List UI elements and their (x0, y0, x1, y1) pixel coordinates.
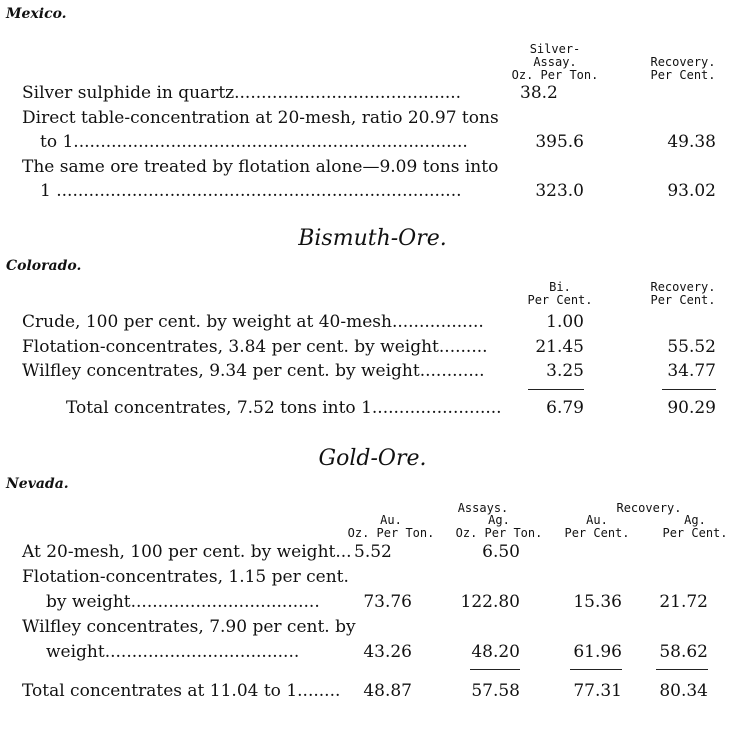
leader-dots: ................................... (130, 592, 320, 612)
gold-au-assay-header (336, 514, 446, 540)
row-label: Silver sulphide in quartz (22, 83, 235, 103)
gold-au-recovery-header (550, 514, 644, 540)
gold-ag-assay-header (446, 514, 552, 540)
bismuth-total-row (66, 398, 502, 418)
gold-total-au: 48.87 (363, 681, 412, 701)
gold-row-3-ag-recovery: 58.62 (659, 642, 708, 662)
silver-recovery-header (628, 56, 738, 82)
gold-row-3-line-1: Wilfley concentrates, 7.90 per cent. by (22, 617, 356, 637)
leader-dots: ........................................................................... (50, 181, 462, 201)
gold-ag-recovery-header (648, 514, 742, 540)
header-line: Oz. Per Ton. (347, 526, 435, 540)
silver-region-label: Mexico. (6, 6, 67, 22)
bismuth-bi-header (510, 281, 610, 307)
gold-total-ag-recovery: 80.34 (659, 681, 708, 701)
silver-row-2-line-1: Direct table-concentration at 20-mesh, ratio 20.97 tons (22, 108, 499, 128)
gold-ag-total-rule (470, 669, 520, 670)
leader-dots: ................. (391, 312, 484, 332)
row-label: Wilfley concentrates, 9.34 per cent. by weight (22, 361, 420, 381)
silver-row-2-line-2 (40, 132, 468, 152)
bismuth-row-3 (22, 361, 485, 381)
gold-row-1-ag: 6.50 (482, 542, 520, 562)
gold-row-2-line-2 (46, 592, 320, 612)
leader-dots: ........................ (371, 398, 502, 418)
bismuth-region-label: Colorado. (6, 258, 82, 274)
leader-dots: ......................................................................... (73, 132, 468, 152)
bismuth-total-recovery: 90.29 (667, 398, 716, 418)
header-line: Bi. (549, 280, 571, 294)
gold-row-2-au-recovery: 15.36 (573, 592, 622, 612)
row-label: weight (46, 642, 105, 662)
gold-row-2-line-1: Flotation-concentrates, 1.15 per cent. (22, 567, 349, 587)
header-line: Au. (586, 513, 608, 527)
gold-title: Gold-Ore. (318, 446, 427, 471)
row-label: 1 (40, 181, 51, 201)
row-label: Crude, 100 per cent. by weight at 40-mesh (22, 312, 392, 332)
leader-dots: ......... (438, 337, 488, 357)
silver-row-2-assay: 395.6 (535, 132, 584, 152)
gold-row-3-line-2 (46, 642, 299, 662)
header-line: Recovery. (650, 280, 716, 294)
bismuth-row-3-bi: 3.25 (546, 361, 584, 381)
bismuth-row-2-recovery: 55.52 (667, 337, 716, 357)
silver-row-3-line-2 (40, 181, 462, 201)
leader-dots: ............ (419, 361, 485, 381)
leader-dots: .................................... (104, 642, 300, 662)
gold-ag-recovery-total-rule (656, 669, 708, 670)
row-label: Total concentrates, 7.52 tons into 1 (66, 398, 372, 418)
header-line: Au. (380, 513, 402, 527)
gold-au-recovery-total-rule (570, 669, 622, 670)
gold-row-3-au-recovery: 61.96 (573, 642, 622, 662)
gold-row-2-ag: 122.80 (460, 592, 520, 612)
gold-row-2-au: 73.76 (363, 592, 412, 612)
silver-row-3-line-1: The same ore treated by flotation alone—9.09 tons into (22, 157, 499, 177)
row-label: to 1 (40, 132, 74, 152)
bismuth-row-2 (22, 337, 488, 357)
gold-row-3-au: 43.26 (363, 642, 412, 662)
gold-total-au-recovery: 77.31 (573, 681, 622, 701)
bismuth-row-2-bi: 21.45 (535, 337, 584, 357)
bismuth-recovery-total-rule (662, 389, 716, 390)
gold-total-row (22, 681, 340, 701)
header-line: Per Cent. (527, 293, 593, 307)
header-line: Per Cent. (650, 293, 716, 307)
gold-row-2-ag-recovery: 21.72 (659, 592, 708, 612)
silver-row-3-assay: 323.0 (535, 181, 584, 201)
header-line: Ag. (684, 513, 706, 527)
leader-dots: ........ (297, 681, 341, 701)
silver-assay-header (500, 43, 610, 82)
leader-dots: .......................................... (234, 83, 462, 103)
header-line: Assay. (533, 55, 577, 69)
row-label: by weight (46, 592, 131, 612)
silver-row-3-recovery: 93.02 (667, 181, 716, 201)
row-label: Total concentrates at 11.04 to 1 (22, 681, 298, 701)
row-label: At 20-mesh, 100 per cent. by weight (22, 542, 336, 562)
leader-dots: ... (335, 542, 352, 562)
header-line: Oz. Per Ton. (511, 68, 599, 82)
header-line: Silver- (529, 42, 581, 56)
silver-row-1 (22, 83, 461, 103)
bismuth-bi-total-rule (528, 389, 584, 390)
gold-region-label: Nevada. (6, 476, 69, 492)
bismuth-total-bi: 6.79 (546, 398, 584, 418)
gold-row-1 (22, 542, 352, 562)
gold-assays-group-header: Assays. (457, 501, 509, 515)
silver-row-2-recovery: 49.38 (667, 132, 716, 152)
gold-row-3-ag: 48.20 (471, 642, 520, 662)
gold-row-1-au: 5.52 (354, 542, 392, 562)
gold-total-ag: 57.58 (471, 681, 520, 701)
header-line: Ag. (488, 513, 510, 527)
gold-recovery-group-header: Recovery. (616, 501, 682, 515)
row-label: Flotation-concentrates, 3.84 per cent. by weight (22, 337, 439, 357)
bismuth-recovery-header (628, 281, 738, 307)
bismuth-title: Bismuth-Ore. (298, 226, 447, 251)
bismuth-row-1 (22, 312, 484, 332)
header-line: Oz. Per Ton. (455, 526, 543, 540)
header-line: Recovery. (650, 55, 716, 69)
bismuth-row-3-recovery: 34.77 (667, 361, 716, 381)
header-line: Per Cent. (662, 526, 728, 540)
header-line: Per Cent. (650, 68, 716, 82)
silver-row-1-assay: 38.2 (520, 83, 558, 103)
header-line: Per Cent. (564, 526, 630, 540)
bismuth-row-1-bi: 1.00 (546, 312, 584, 332)
